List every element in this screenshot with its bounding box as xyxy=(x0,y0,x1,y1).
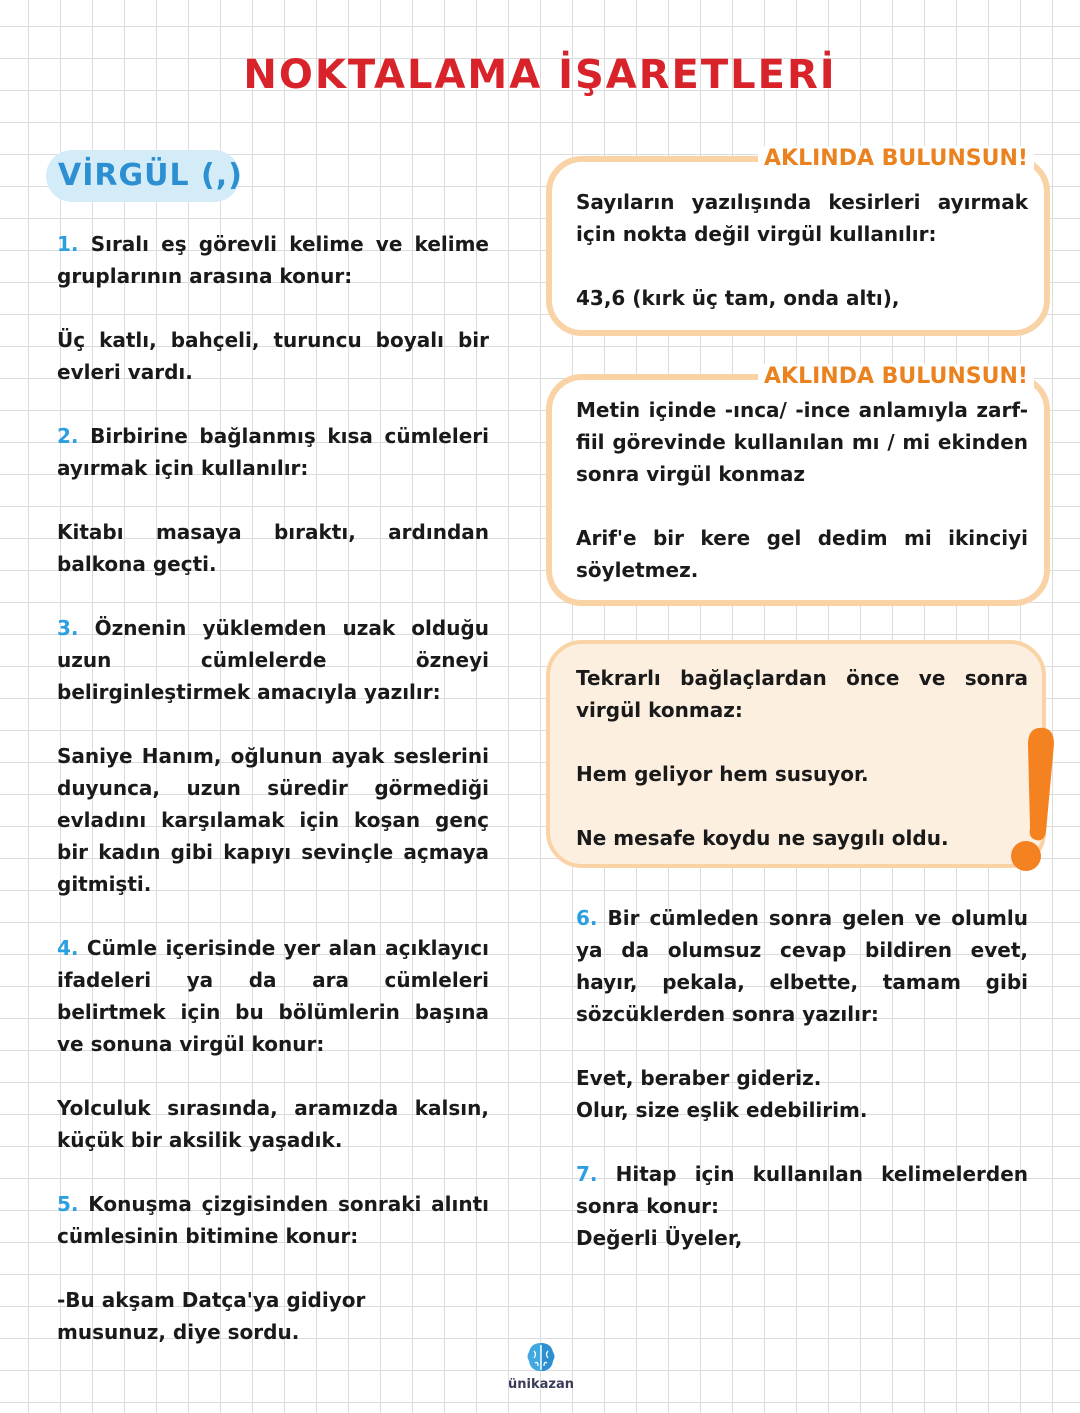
note-example: Hem geliyor hem susuyor. xyxy=(576,762,869,786)
brain-icon xyxy=(524,1340,558,1374)
rule-5-example-line: musunuz, diye sordu. xyxy=(57,1320,300,1344)
rule-number: 4. xyxy=(57,936,79,960)
rule-1 xyxy=(57,228,489,292)
note-text: Tekrarlı bağlaçlardan önce ve sonra virgül konmaz: xyxy=(576,666,1028,722)
logo-text: ünikazan xyxy=(508,1377,574,1392)
rule-6 xyxy=(576,902,1028,1030)
note-label: AKLINDA BULUNSUN! xyxy=(758,146,1034,171)
note-example: Ne mesafe koydu ne saygılı oldu. xyxy=(576,826,949,850)
brand-logo xyxy=(506,1340,576,1400)
exclamation-icon xyxy=(1008,724,1060,884)
rule-6-example-line: Olur, size eşlik edebilirim. xyxy=(576,1098,868,1122)
note-box-mi-content xyxy=(576,394,1028,586)
note-example: 43,6 (kırk üç tam, onda altı), xyxy=(576,286,900,310)
section-title: VİRGÜL (,) xyxy=(58,158,243,193)
note-text: Sayıların yazılışında kesirleri ayırmak için nokta değil virgül kullanılır: xyxy=(576,190,1028,246)
note-box-conjunctions-content xyxy=(576,662,1028,854)
note-box-decimal-content xyxy=(576,186,1028,314)
rule-3-example: Saniye Hanım, oğlunun ayak seslerini duyunca, uzun süredir görmediği evladını karşılamak için koşan genç bir kadın gibi kapıyı sevinçle açmaya gitmişti. xyxy=(57,744,489,896)
rule-7 xyxy=(576,1158,1028,1222)
rule-2 xyxy=(57,420,489,484)
rule-text: Öznenin yüklemden uzak olduğu uzun cümlelerde özneyi belirginleştirmek amacıyla yazılır: xyxy=(57,616,489,704)
rule-6-example-line: Evet, beraber gideriz. xyxy=(576,1066,822,1090)
page-title: NOKTALAMA İŞARETLERİ xyxy=(243,52,837,98)
rule-number: 7. xyxy=(576,1162,598,1186)
rule-7-example: Değerli Üyeler, xyxy=(576,1226,743,1250)
rule-number: 1. xyxy=(57,232,79,256)
section-title-pill xyxy=(46,150,243,202)
rule-text: Sıralı eş görevli kelime ve kelime gruplarının arasına konur: xyxy=(57,232,489,288)
rule-number: 2. xyxy=(57,424,79,448)
rule-number: 5. xyxy=(57,1192,79,1216)
note-example: Arif'e bir kere gel dedim mi ikinciyi söyletmez. xyxy=(576,526,1028,582)
rule-number: 6. xyxy=(576,906,598,930)
rule-2-example: Kitabı masaya bıraktı, ardından balkona geçti. xyxy=(57,520,489,576)
left-column xyxy=(57,228,489,1348)
note-label: AKLINDA BULUNSUN! xyxy=(758,364,1034,389)
rule-5-example-line: -Bu akşam Datça'ya gidiyor xyxy=(57,1288,366,1312)
rule-4 xyxy=(57,932,489,1060)
note-text: Metin içinde -ınca/ -ince anlamıyla zarf-fiil görevinde kullanılan mı / mi ekinden sonra virgül konmaz xyxy=(576,398,1028,486)
rule-3 xyxy=(57,612,489,708)
rule-text: Bir cümleden sonra gelen ve olumlu ya da olumsuz cevap bildiren evet, hayır, pekala, elbette, tamam gibi sözcüklerden sonra yazılır: xyxy=(576,906,1028,1026)
right-column-rules xyxy=(576,902,1028,1254)
rule-text: Birbirine bağlanmış kısa cümleleri ayırmak için kullanılır: xyxy=(57,424,489,480)
rule-number: 3. xyxy=(57,616,79,640)
rule-text: Cümle içerisinde yer alan açıklayıcı ifadeleri ya da ara cümleleri belirtmek için bu bölümlerin başına ve sonuna virgül konur: xyxy=(57,936,489,1056)
rule-5 xyxy=(57,1188,489,1252)
rule-1-example: Üç katlı, bahçeli, turuncu boyalı bir evleri vardı. xyxy=(57,328,489,384)
rule-text: Konuşma çizgisinden sonraki alıntı cümlesinin bitimine konur: xyxy=(57,1192,489,1248)
rule-4-example: Yolculuk sırasında, aramızda kalsın, küçük bir aksilik yaşadık. xyxy=(57,1096,489,1152)
rule-text: Hitap için kullanılan kelimelerden sonra konur: xyxy=(576,1162,1028,1218)
